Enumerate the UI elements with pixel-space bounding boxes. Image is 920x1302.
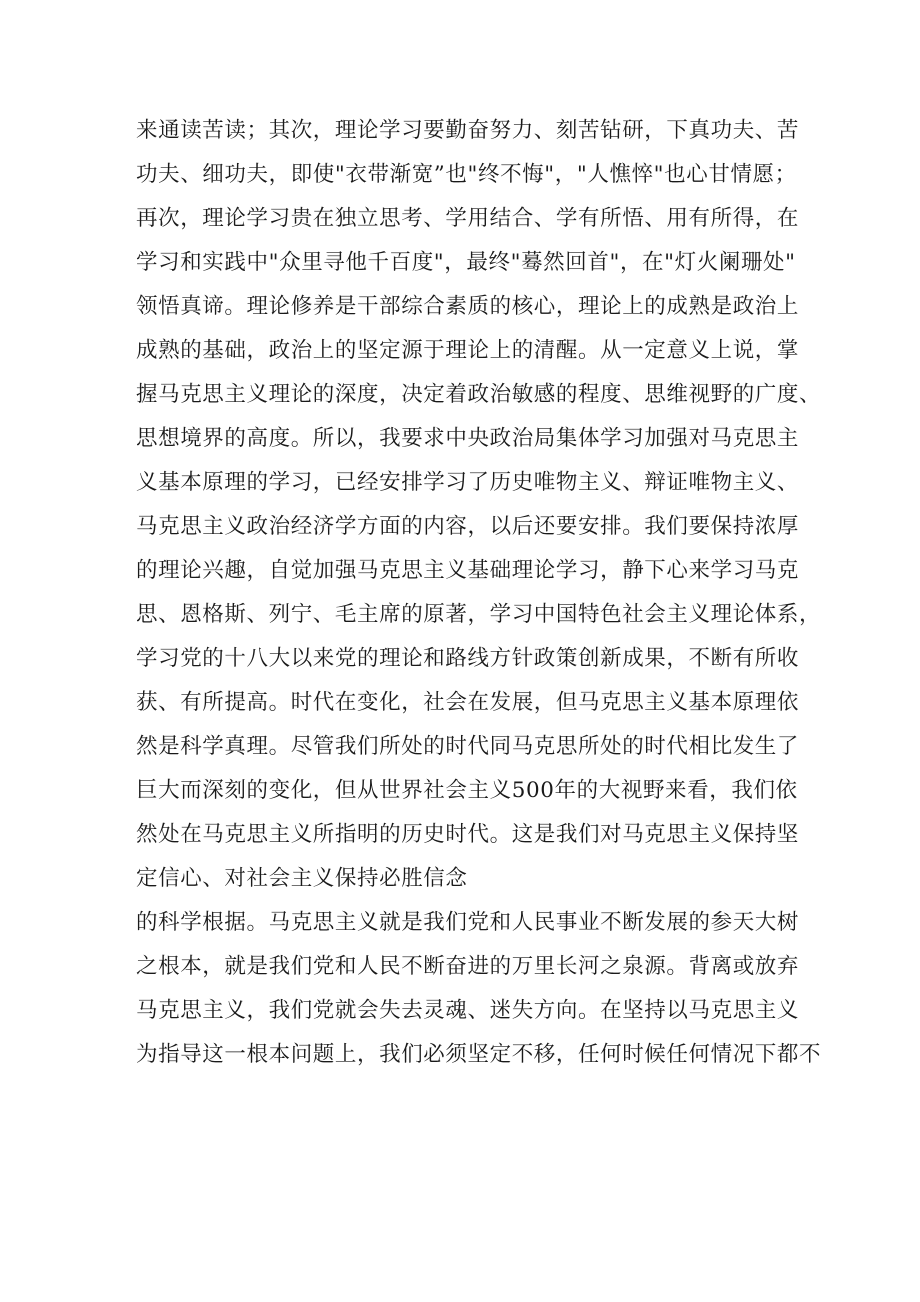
text-line: 马克思主义政治经济学方面的内容，以后还要安排。我们要保持浓厚 — [136, 514, 800, 539]
text-line: 然是科学真理。尽管我们所处的时代同马克思所处的时代相比发生了 — [136, 734, 800, 759]
text-line: 之根本，就是我们党和人民不断奋进的万里长河之泉源。背离或放弃 — [136, 954, 800, 979]
text-line: 思想境界的高度。所以，我要求中央政治局集体学习加强对马克思主 — [136, 426, 800, 451]
text-line: 的科学根据。马克思主义就是我们党和人民事业不断发展的参天大树 — [136, 910, 800, 935]
text-line: 巨大而深刻的变化，但从世界社会主义500年的大视野来看，我们依 — [136, 778, 798, 803]
text-line: 学习和实践中"众里寻他千百度"，最终"蓦然回首"，在"灯火阑珊处" — [136, 250, 796, 275]
text-line: 然处在马克思主义所指明的历史时代。这是我们对马克思主义保持坚 — [136, 822, 800, 847]
text-line: 握马克思主义理论的深度，决定着政治敏感的程度、思维视野的广度、 — [136, 382, 822, 407]
text-line: 思、恩格斯、列宁、毛主席的原著，学习中国特色社会主义理论体系， — [136, 602, 822, 627]
text-line: 获、有所提高。时代在变化，社会在发展，但马克思主义基本原理依 — [136, 690, 800, 715]
text-line: 义基本原理的学习，已经安排学习了历史唯物主义、辩证唯物主义、 — [136, 470, 800, 495]
text-line: 定信心、对社会主义保持必胜信念 — [136, 866, 468, 891]
text-line: 成熟的基础，政治上的坚定源于理论上的清醒。从一定意义上说，掌 — [136, 338, 800, 363]
text-line: 功夫、细功夫，即使"衣带渐宽”也"终不悔"，"人憔悴"也心甘情愿； — [136, 162, 797, 187]
text-line: 为指导这一根本问题上，我们必须坚定不移，任何时候任何情况下都不 — [136, 1042, 822, 1067]
text-line: 马克思主义，我们党就会失去灵魂、迷失方向。在坚持以马克思主义 — [136, 998, 800, 1023]
text-line: 的理论兴趣，自觉加强马克思主义基础理论学习，静下心来学习马克 — [136, 558, 800, 583]
text-line: 领悟真谛。理论修养是干部综合素质的核心，理论上的成熟是政治上 — [136, 294, 800, 319]
text-line: 再次，理论学习贵在独立思考、学用结合、学有所悟、用有所得，在 — [136, 206, 800, 231]
text-line: 来通读苦读；其次，理论学习要勤奋努力、刻苦钻研，下真功夫、苦 — [136, 118, 800, 143]
text-line: 学习党的十八大以来党的理论和路线方针政策创新成果，不断有所收 — [136, 646, 800, 671]
